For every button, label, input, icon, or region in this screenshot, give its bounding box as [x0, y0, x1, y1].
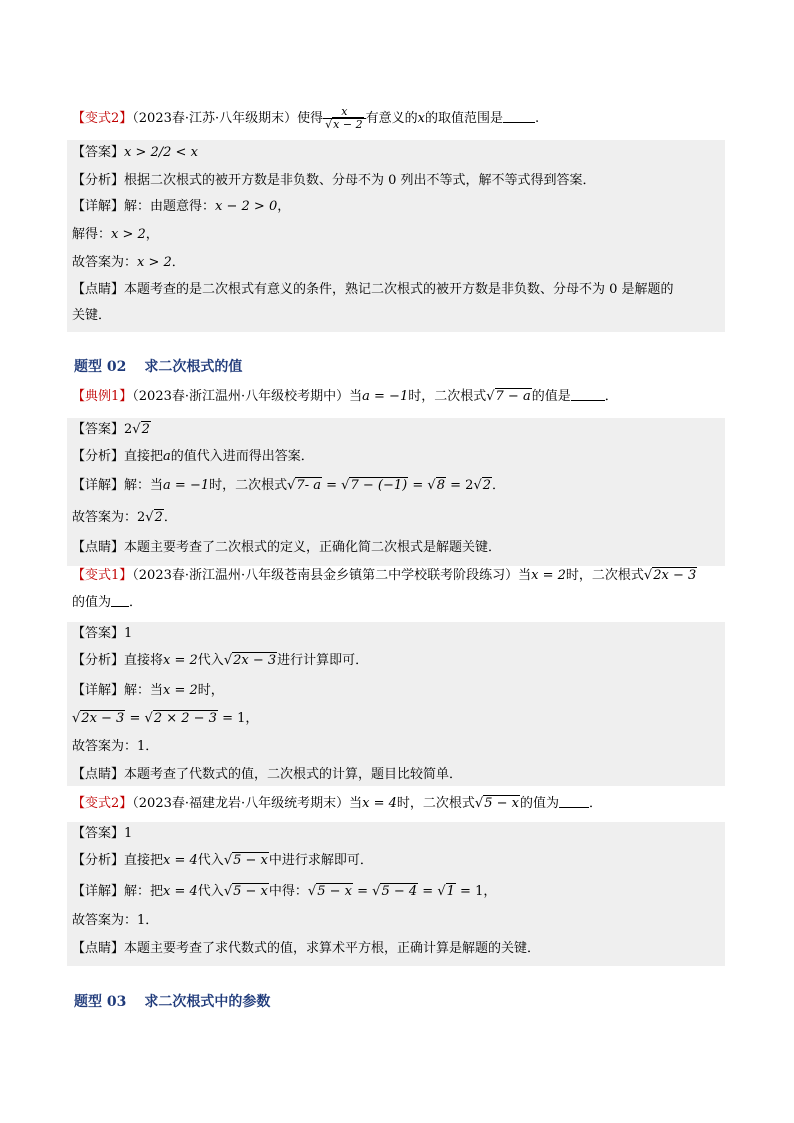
final-answer-line: 故答案为：2√2． — [72, 510, 177, 525]
solution-box — [67, 622, 725, 786]
radical-expression: √5 − x — [474, 796, 519, 811]
answer-line: 【答案】x > 2/2 < x — [72, 145, 198, 160]
answer-line: 【答案】2√2 — [72, 422, 150, 437]
problem-title: 【变式2】（2023春·福建龙岩·八年级统考期末）当x = 4时，二次根式√5 − x的值为 ． — [72, 796, 603, 811]
comment-line: 【点睛】本题主要考查了二次根式的定义，正确化简二次根式是解题关键． — [72, 540, 502, 555]
final-answer-line: 故答案为：x > 2． — [72, 255, 185, 270]
detail-line: 【详解】解：当x = 2时， — [72, 683, 224, 698]
calculation-line: √2x − 3 = √2 × 2 − 3 = 1， — [72, 711, 259, 726]
solution-box — [67, 140, 725, 332]
detail-line: 【详解】解：当a = −1时，二次根式√7- a = √7 − (−1) = √8 = 2√2． — [72, 478, 506, 493]
analysis-line: 【分析】根据二次根式的被开方数是非负数、分母不为 0 列出不等式，解不等式得到答案． — [72, 173, 596, 188]
section-heading-03: 题型 03 求二次根式中的参数 — [74, 994, 271, 1010]
detail-line: 【详解】解：把x = 4代入√5 − x中得：√5 − x = √5 − 4 = √1 = 1， — [72, 884, 497, 899]
problem-title: 【变式2】（2023春·江苏·八年级期末）使得 $\frac{x}{√x - 2}$ 有意义的x的取值范围是 . — [72, 105, 540, 131]
answer-blank — [111, 594, 129, 607]
comment-line: 【点睛】本题主要考查了求代数式的值，求算术平方根，正确计算是解题的关键． — [72, 941, 541, 956]
variant-tag: 【变式1】 — [72, 568, 133, 583]
answer-line: 【答案】1 — [72, 826, 133, 841]
solve-line: 解得：x > 2， — [72, 227, 159, 242]
problem-title-continued: 的值为 ． — [72, 595, 143, 610]
problem-title: 【变式1】（2023春·浙江温州·八年级苍南县金乡镇第二中学校联考阶段练习）当x = 2时，二次根式√2x − 3 — [72, 568, 697, 583]
analysis-line: 【分析】直接把x = 4代入√5 − x中进行求解即可． — [72, 853, 373, 868]
final-answer-line: 故答案为：1． — [72, 913, 159, 928]
problem-source: （2023春·江苏·八年级期末）使得 — [132, 111, 324, 126]
radical-expression: √7 − a — [486, 389, 531, 404]
answer-blank — [503, 110, 535, 123]
answer-blank — [559, 795, 589, 808]
variant-tag: 【变式2】 — [72, 796, 133, 811]
answer-line: 【答案】1 — [72, 626, 133, 641]
comment-line: 【点睛】本题考查了代数式的值，二次根式的计算，题目比较简单． — [72, 767, 463, 782]
variant-tag: 【变式2】 — [72, 111, 133, 126]
detail-line: 【详解】解：由题意得：x − 2 > 0， — [72, 199, 291, 214]
analysis-line: 【分析】直接将x = 2代入√2x − 3进行计算即可． — [72, 653, 369, 668]
fraction-expression: $\frac{x}{√x - 2}$ — [323, 106, 365, 131]
comment-line: 【点睛】本题考查的是二次根式有意义的条件，熟记二次根式的被开方数是非负数、分母不为 0 是解题的 — [72, 282, 674, 297]
example-tag: 【典例1】 — [72, 389, 133, 404]
problem-title: 【典例1】（2023春·浙江温州·八年级校考期中）当a = −1时，二次根式√7 − a的值是 ． — [72, 389, 618, 404]
analysis-line: 【分析】直接把a的值代入进而得出答案． — [72, 449, 314, 464]
answer-blank — [571, 388, 605, 401]
radical-expression: √2x − 3 — [643, 568, 697, 583]
section-heading-02: 题型 02 求二次根式的值 — [74, 359, 243, 375]
comment-line-continued: 关键． — [72, 308, 112, 323]
final-answer-line: 故答案为：1． — [72, 739, 159, 754]
